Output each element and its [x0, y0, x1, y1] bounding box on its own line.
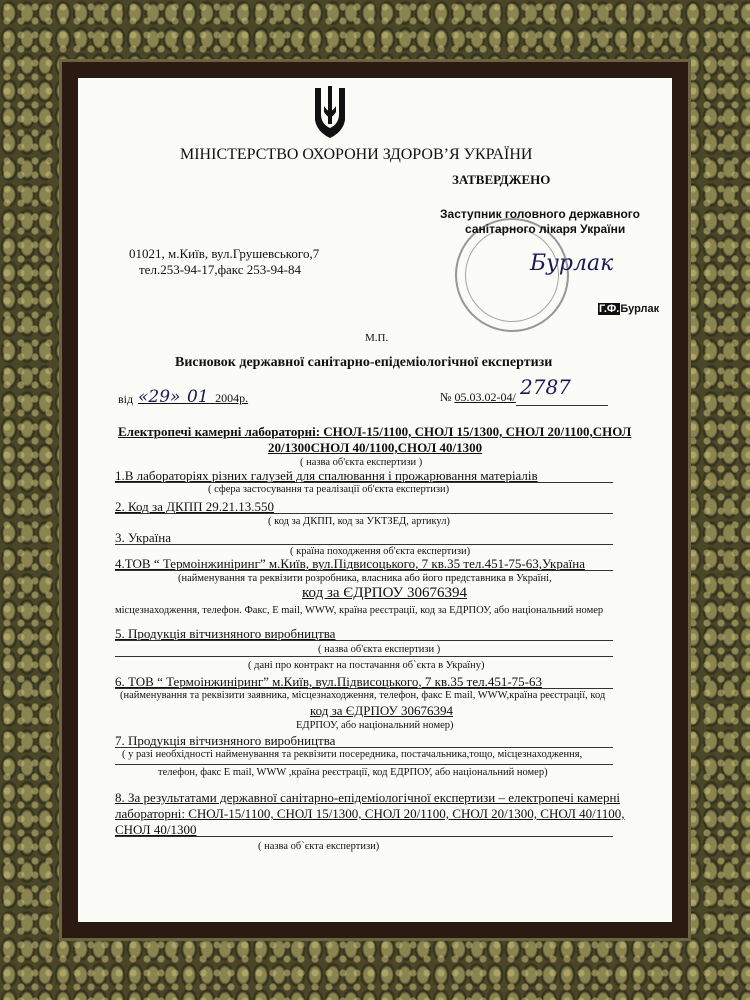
number-handwritten: 2787 [520, 375, 571, 399]
item-8-line-2: лабораторні: СНОЛ-15/1100, СНОЛ 15/1300, СНОЛ 20/1100, СНОЛ 20/1300, СНОЛ 40/1100, [115, 806, 625, 821]
signer-initials: Г.Ф. [599, 303, 620, 315]
signer-name [598, 302, 659, 317]
item-1-caption: ( сфера застосування та реалізації об'єкта експертизи) [208, 484, 450, 495]
item-1: 1.В лабораторіях різних галузей для спалювання і прожарювання матеріалів [115, 468, 538, 483]
signature: Бурлак [530, 251, 614, 276]
object-caption: ( назва об'єкта експертизи ) [300, 457, 423, 468]
number-code: 05.03.02-04/ [454, 390, 516, 404]
number-prefix: № [440, 390, 452, 404]
item-2: 2. Код за ДКПП 29.21.13.550 [115, 499, 274, 514]
seal-label: М.П. [365, 332, 389, 344]
item-8-line-3: СНОЛ 40/1300 [115, 822, 197, 837]
item-2-caption: ( код за ДКПП, код за УКТЗЕД, артикул) [268, 516, 450, 527]
item-8-line-1: 8. За результатами державної санітарно-епідеміологічної експертизи – електропечі камерні [115, 790, 621, 805]
date-month: 01 [186, 387, 209, 407]
object-name-1: Електропечі камерні лабораторні: СНОЛ-15/1100, СНОЛ 15/1300, СНОЛ 20/1100,СНОЛ [118, 424, 632, 439]
item-5-caption-2: ( дані про контракт на постачання об`єкта в Україну) [248, 660, 485, 671]
document-title: Висновок державної санітарно-епідеміологічної експертизи [175, 355, 553, 370]
item-4-caption-2: місцезнаходження, телефон. Факс, E mail, WWW, країна реєстрації, код за ЕДРПОУ, або національний номер [115, 605, 604, 616]
address-line-1: 01021, м.Київ, вул.Грушевського,7 [129, 246, 320, 261]
item-6-code: код за ЄДРПОУ 30676394 [310, 703, 453, 718]
date-year: 2004р. [215, 391, 249, 405]
item-4-code: код за ЄДРПОУ 30676394 [302, 585, 467, 601]
address-line-2: тел.253-94-17,факс 253-94-84 [139, 262, 301, 277]
item-5-line [115, 640, 613, 641]
signer-surname: Бурлак [620, 303, 660, 315]
trident-emblem-icon [313, 84, 347, 140]
item-4: 4.ТОВ “ Термоінжиніринг” м.Київ, вул.Підвисоцького, 7 кв.35 тел.451-75-63,Україна [115, 556, 585, 571]
number-underline [516, 405, 608, 406]
object-name-2: 20/1300СНОЛ 40/1100,СНОЛ 40/1300 [268, 440, 483, 455]
item-5-caption-1: ( назва об'єкта експертизи ) [318, 644, 441, 655]
signatory-title-2: санітарного лікаря України [465, 222, 626, 236]
item-7-caption-2: телефон, факс E mail, WWW ,країна реєстрації, код ЕДРПОУ, або національний номер) [158, 767, 548, 778]
item-3: 3. Україна [115, 530, 171, 545]
approved-label: ЗАТВЕРДЖЕНО [452, 172, 551, 187]
date-field [138, 387, 249, 407]
signatory-title-1: Заступник головного державного [440, 207, 640, 221]
item-7: 7. Продукція вітчизняного виробництва [115, 733, 336, 748]
item-6: 6. ТОВ “ Термоінжиніринг” м.Київ, вул.Підвисоцького, 7 кв.35 тел.451-75-63 [115, 674, 542, 689]
item-8-line [115, 836, 613, 837]
item-5-line-2 [115, 656, 613, 657]
date-day: «29» [138, 387, 181, 407]
item-6-caption-2: ЕДРПОУ, або національний номер) [296, 720, 454, 731]
ministry-title: МІНІСТЕРСТВО ОХОРОНИ ЗДОРОВ’Я УКРАЇНИ [180, 146, 533, 163]
doc-number [440, 390, 516, 405]
item-3-caption: ( країна походження об'єкта експертизи) [290, 546, 471, 557]
date-prefix: від [118, 392, 134, 406]
item-7-caption-1: ( у разі необхідності найменування та реквізити посередника, постачальника,тощо, місцезнаходження, [122, 749, 583, 760]
item-6-caption-1: (найменування та реквізити заявника, місцезнаходження, телефон, факс E mail, WWW,країна реєстрації, код [120, 690, 606, 701]
item-5: 5. Продукція вітчизняного виробництва [115, 626, 336, 641]
item-4-caption-1: (найменування та реквізити розробника, власника або його представника в Україні, [178, 573, 552, 584]
item-8-caption: ( назва об`єкта експертизи) [258, 841, 380, 852]
